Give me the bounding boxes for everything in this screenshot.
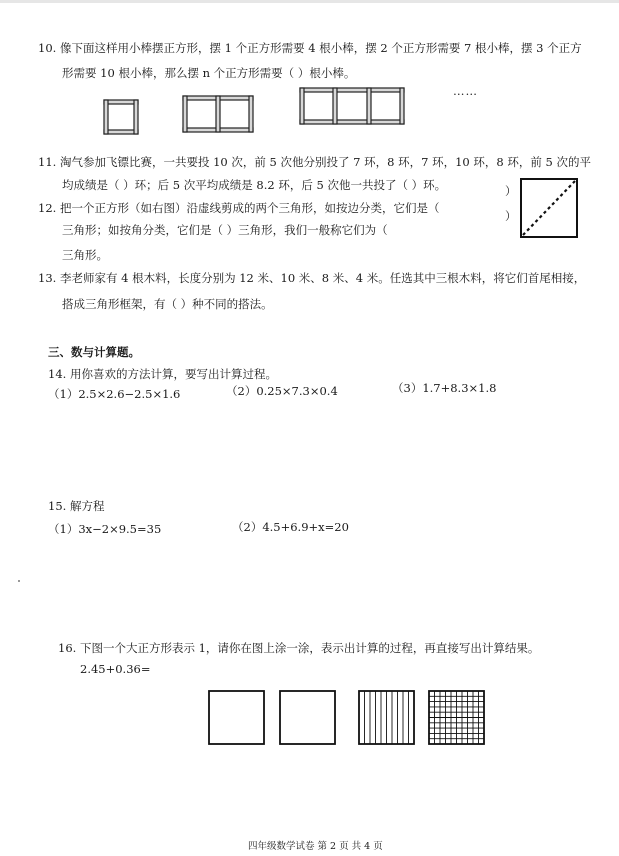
q15-item-1: （1）3x−2×9.5=35 (48, 522, 162, 536)
q13-line1: 13. 李老师家有 4 根木料，长度分别为 12 米、10 米、8 米、4 米。任选其中三根木料，将它们首尾相接， (38, 271, 586, 285)
q12-line2: 三角形；如按角分类，它们是（ ）三角形，我们一般称它们为（ (62, 223, 388, 237)
q16-expression: 2.45+0.36= (80, 662, 151, 676)
matchstick-square-1 (104, 100, 144, 140)
q12-line1: 12. 把一个正方形（如右图）沿虚线剪成的两个三角形，如按边分类，它们是（ (38, 201, 440, 215)
q11-line1: 11. 淘气参加飞镖比赛，一共要投 10 次，前 5 次他分别投了 7 环，8 环，7 环，10 环，8 环，前 5 次的平 (38, 155, 591, 169)
q12-paren-right-2: ） (505, 209, 517, 223)
page-footer: 四年级数学试卷 第 2 页 共 4 页 (248, 841, 383, 852)
q16-title: 16. 下图一个大正方形表示 1，请你在图上涂一涂，表示出计算的过程，再直接写出计算结果。 (58, 641, 540, 655)
q14-item-2: （2）0.25×7.3×0.4 (226, 384, 338, 398)
scan-speck (18, 580, 20, 582)
q10-ellipsis: …… (453, 84, 478, 98)
matchstick-squares-2 (183, 96, 259, 136)
unit-square-2 (279, 690, 337, 746)
q14-title: 14. 用你喜欢的方法计算，要写出计算过程。 (48, 367, 277, 381)
q14-item-1: （1）2.5×2.6−2.5×1.6 (48, 387, 181, 401)
q12-line3: 三角形。 (62, 248, 108, 262)
q14-item-3: （3）1.7+8.3×1.8 (392, 381, 497, 395)
hundredths-square (428, 690, 486, 746)
scan-edge (0, 0, 619, 3)
q12-paren-right-1: ） (505, 184, 517, 198)
q13-line2: 搭成三角形框架，有（ ）种不同的搭法。 (62, 297, 273, 311)
section-3-title: 三、数与计算题。 (48, 345, 140, 359)
q15-item-2: （2）4.5+6.9+x=20 (232, 520, 349, 534)
square-diagram (520, 178, 580, 240)
unit-square-1 (208, 690, 266, 746)
q10-line2: 形需要 10 根小棒，那么摆 n 个正方形需要（ ）根小棒。 (62, 66, 356, 80)
q15-title: 15. 解方程 (48, 499, 105, 513)
q10-line1: 10. 像下面这样用小棒摆正方形，摆 1 个正方形需要 4 根小棒，摆 2 个正方形需要 7 根小棒，摆 3 个正方 (38, 41, 582, 55)
matchstick-squares-3 (300, 88, 410, 128)
q11-line2: 均成绩是（ ）环；后 5 次平均成绩是 8.2 环，后 5 次他一共投了（ ）环。 (62, 178, 447, 192)
tenths-square (358, 690, 416, 746)
